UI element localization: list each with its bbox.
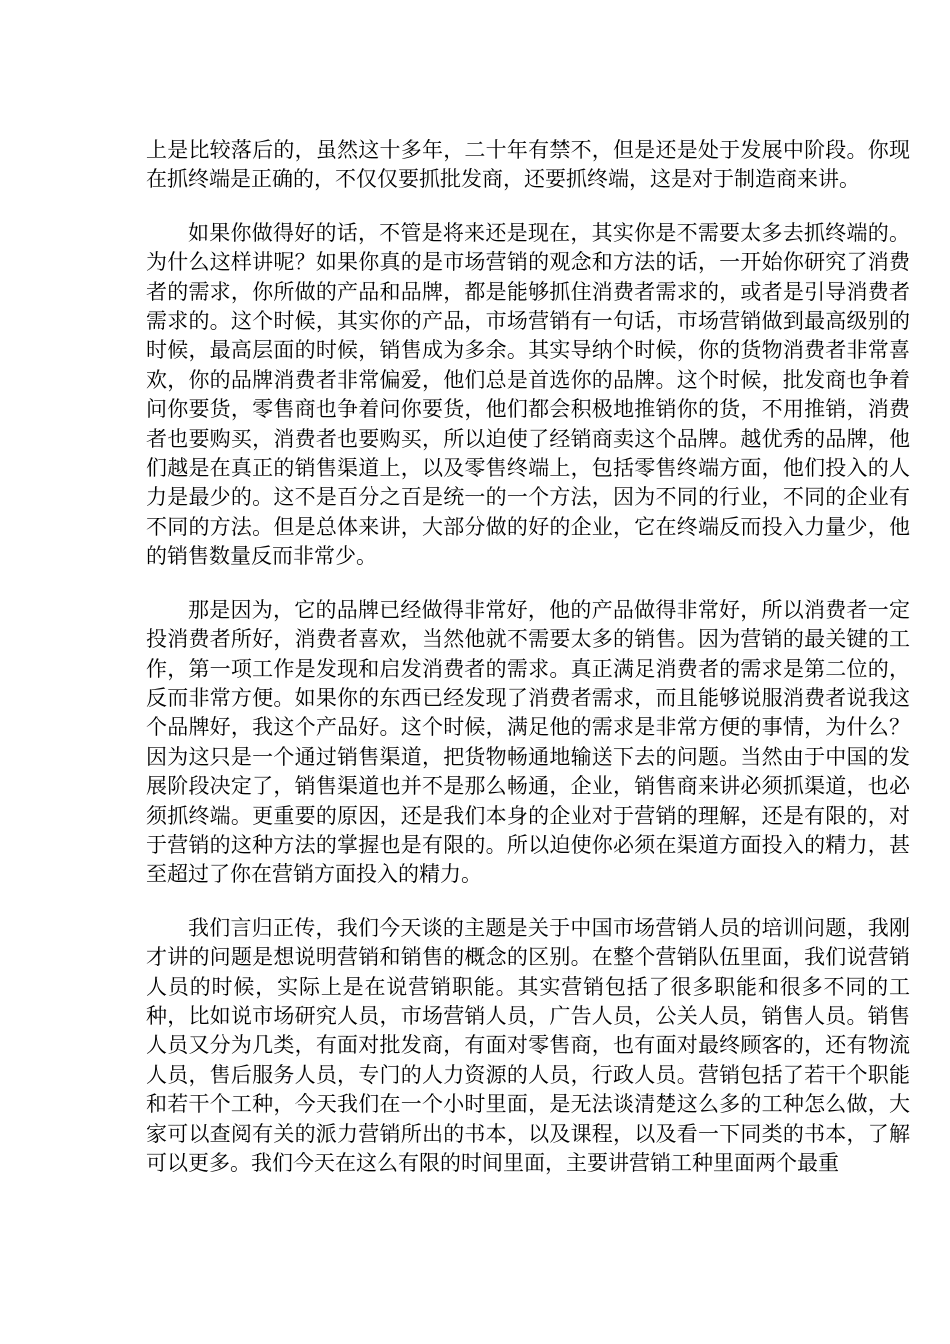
paragraph-1: 上是比较落后的，虽然这十多年，二十年有禁不，但是还是处于发展中阶段。你现在抓终端是正确的，不仅仅要抓批发商，还要抓终端，这是对于制造商来讲。 <box>146 138 910 192</box>
paragraph-2: 如果你做得好的话，不管是将来还是现在，其实你是不需要太多去抓终端的。为什么这样讲呢？如果你真的是市场营销的观念和方法的话，一开始你研究了消费者的需求，你所做的产品和品牌，都是能够抓住消费者需求的，或者是引导消费者需求的。这个时候，其实你的产品，市场营销有一句话，市场营销做到最高级别的时候，最高层面的时候，销售成为多余。其实导纳个时候，你的货物消费者非常喜欢，你的品牌消费者非常偏爱，他们总是首选你的品牌。这个时候，批发商也争着问你要货，零售商也争着问你要货，他们都会积极地推销你的货，不用推销，消费者也要购买，消费者也要购买，所以迫使了经销商卖这个品牌。越优秀的品牌，他们越是在真正的销售渠道上，以及零售终端上，包括零售终端方面，他们投入的人力是最少的。这不是百分之百是统一的一个方法，因为不同的行业，不同的企业有不同的方法。但是总体来讲，大部分做的好的企业，它在终端反而投入力量少，他的销售数量反而非常少。 <box>146 220 910 569</box>
paragraph-3: 那是因为，它的品牌已经做得非常好，他的产品做得非常好，所以消费者一定投消费者所好，消费者喜欢，当然他就不需要太多的销售。因为营销的最关键的工作，第一项工作是发现和启发消费者的需求。真正满足消费者的需求是第二位的，反而非常方便。如果你的东西已经发现了消费者需求，而且能够说服消费者说我这个品牌好，我这个产品好。这个时候，满足他的需求是非常方便的事情，为什么？因为这只是一个通过销售渠道，把货物畅通地输送下去的问题。当然由于中国的发展阶段决定了，销售渠道也并不是那么畅通，企业，销售商来讲必须抓渠道，也必须抓终端。更重要的原因，还是我们本身的企业对于营销的理解，还是有限的，对于营销的这种方法的掌握也是有限的。所以迫使你必须在渠道方面投入的精力，甚至超过了你在营销方面投入的精力。 <box>146 597 910 887</box>
document-body <box>146 136 910 1202</box>
paragraph-4: 我们言归正传，我们今天谈的主题是关于中国市场营销人员的培训问题，我刚才讲的问题是想说明营销和销售的概念的区别。在整个营销队伍里面，我们说营销人员的时候，实际上是在说营销职能。其实营销包括了很多职能和很多不同的工种，比如说市场研究人员，市场营销人员，广告人员，公关人员，销售人员。销售人员又分为几类，有面对批发商，有面对零售商，也有面对最终顾客的，还有物流人员，售后服务人员，专门的人力资源的人员，行政人员。营销包括了若干个职能和若干个工种，今天我们在一个小时里面，是无法谈清楚这么多的工种怎么做，大家可以查阅有关的派力营销所出的书本，以及课程，以及看一下同类的书本，了解可以更多。我们今天在这么有限的时间里面，主要讲营销工种里面两个最重 <box>146 915 910 1175</box>
